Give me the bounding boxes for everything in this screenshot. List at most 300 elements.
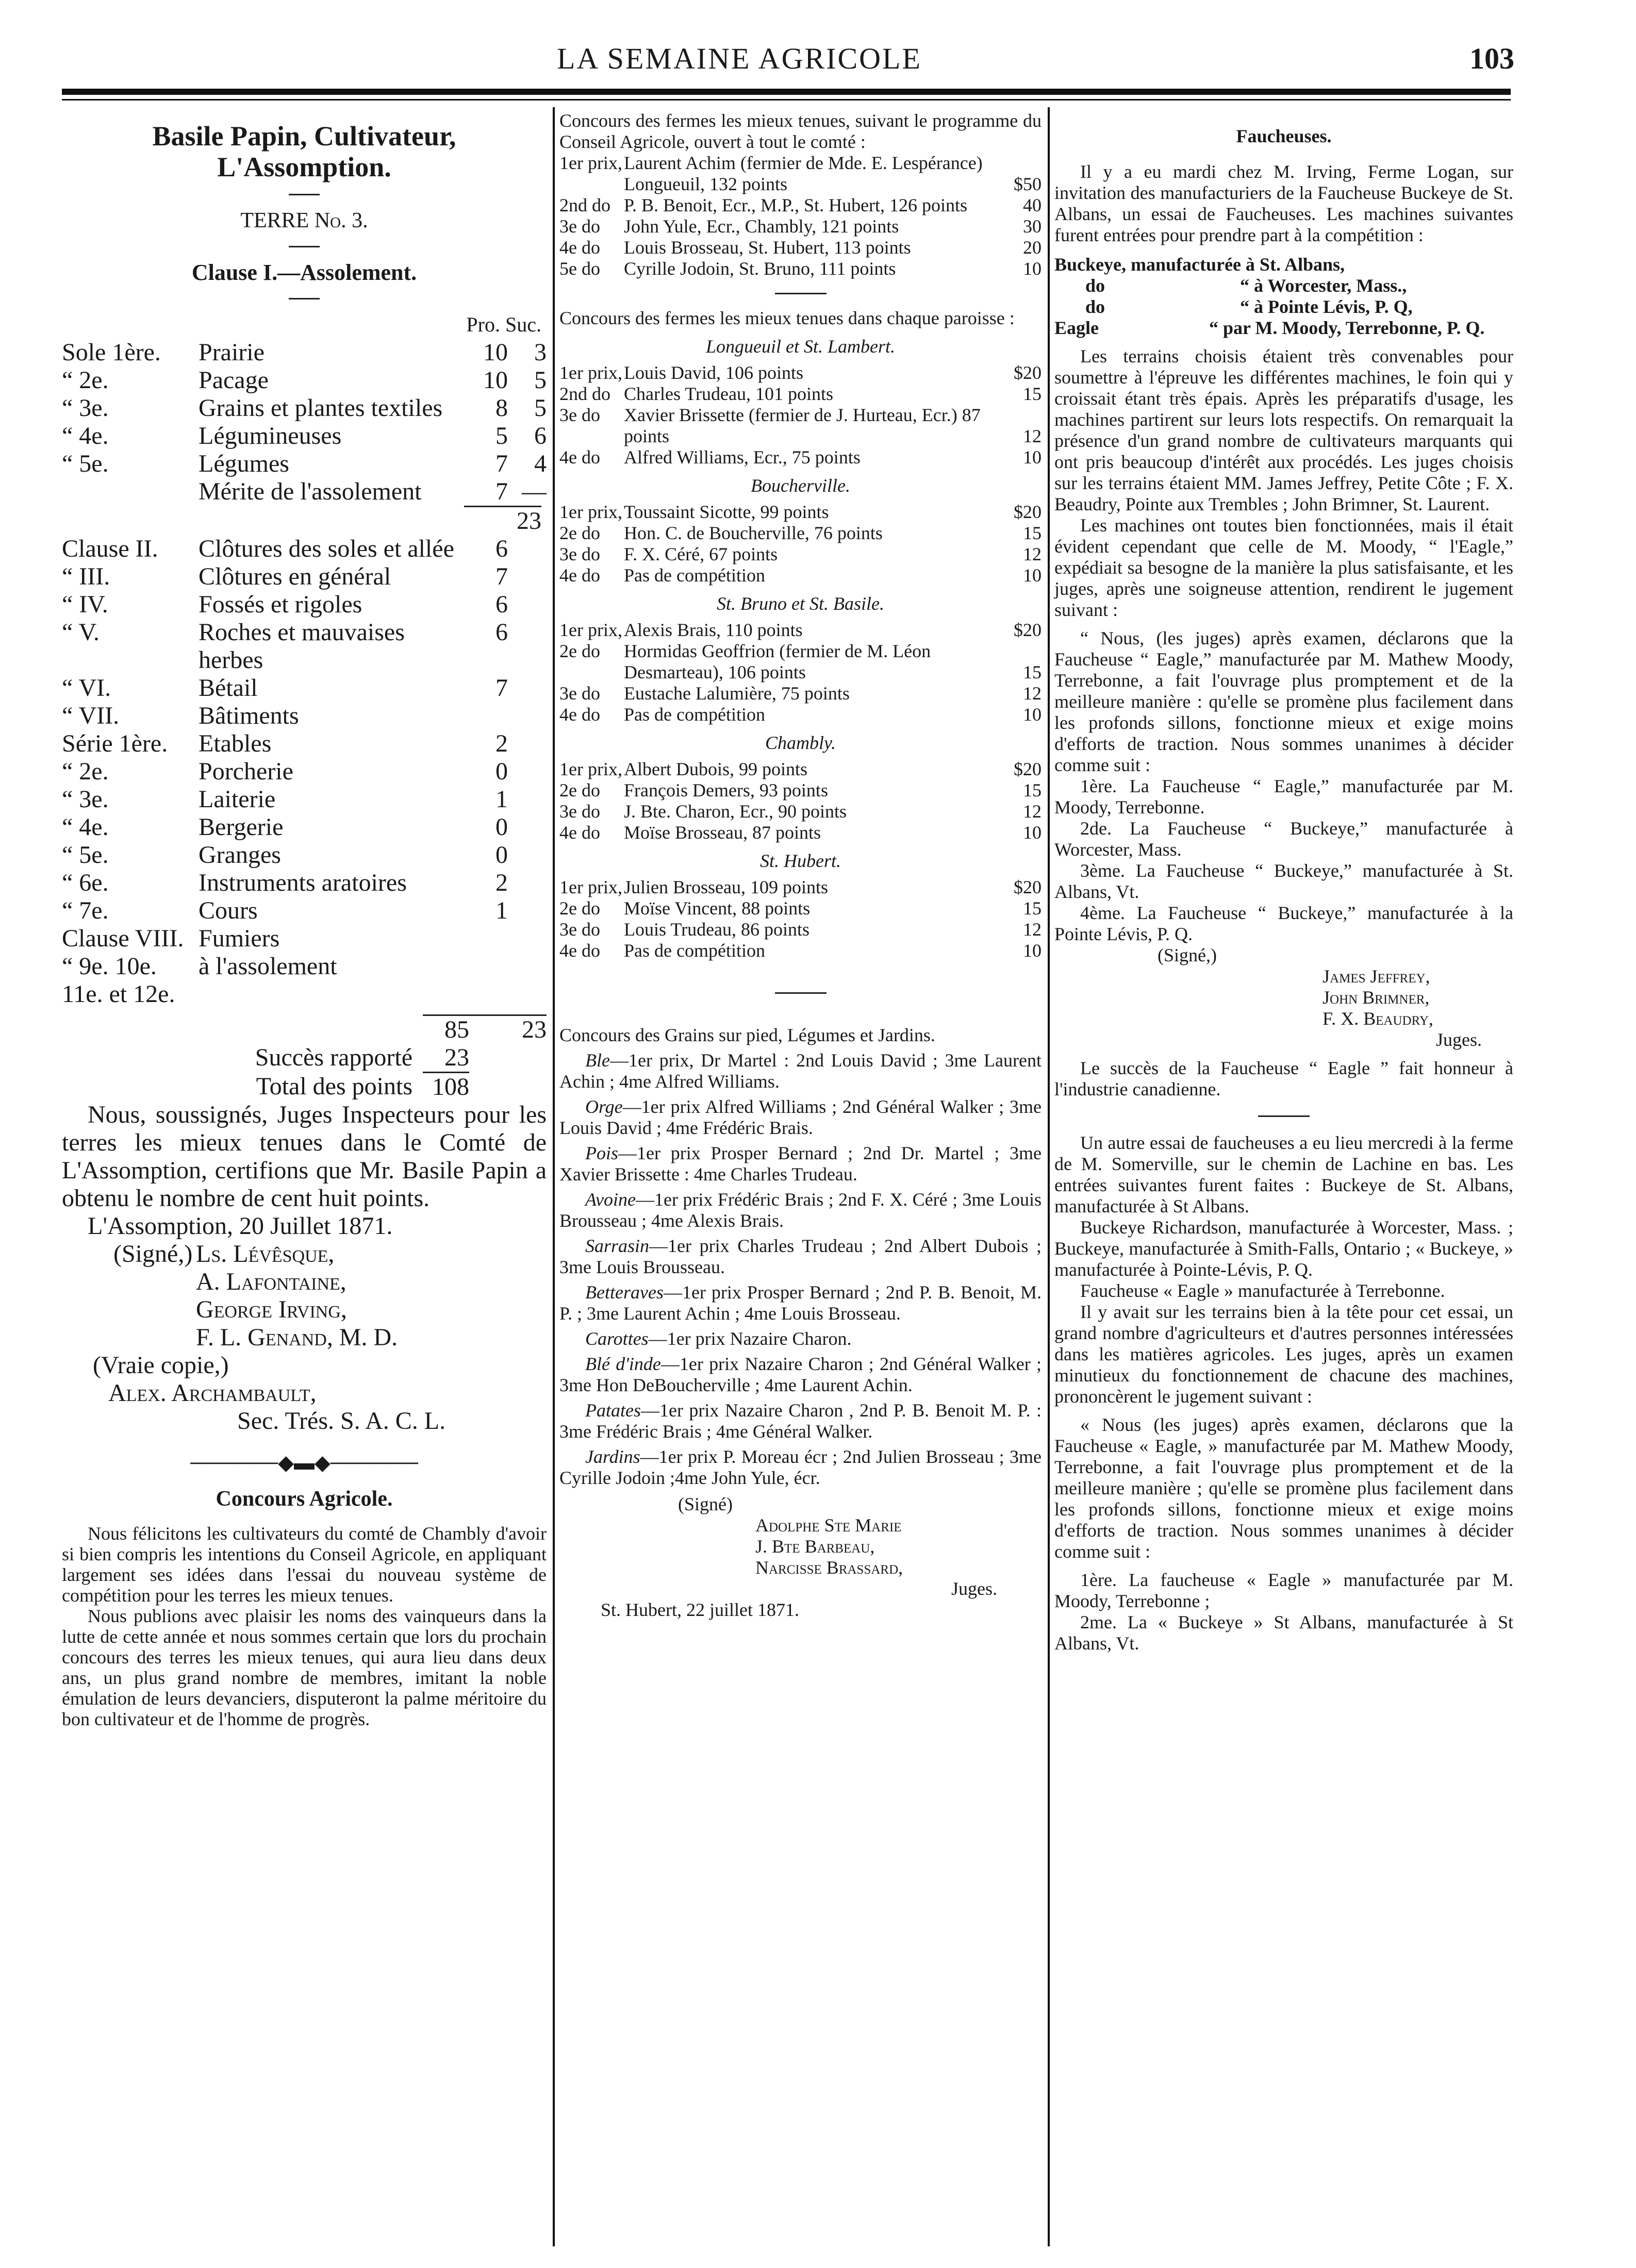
prize-winner: Pas de compétition: [624, 565, 765, 586]
prize-winner: Louis Trudeau, 86 points: [624, 919, 810, 940]
row-prefix: “ IV.: [62, 591, 108, 618]
grain-result: [559, 1236, 1042, 1278]
crop-name: Sarrasin: [585, 1236, 650, 1256]
prize-rank: 2e do: [559, 898, 600, 919]
row-label: Bergerie: [199, 813, 284, 841]
total-label: Total des points: [256, 1072, 412, 1100]
prize-row: [559, 683, 1042, 704]
prize-amount: 15: [1023, 662, 1042, 682]
judge-name: F. X. Beaudry,: [1323, 1008, 1433, 1029]
row-label: Grains et plantes textiles: [199, 394, 443, 422]
clause-row: [62, 925, 547, 953]
crop-winners: —1er prix P. Moreau écr ; 2nd Julien Brosseau ; 3me Cyrille Jodoin ;4me John Yule, écr.: [559, 1446, 1042, 1488]
prize-winner: Louis David, 106 points: [624, 362, 803, 383]
prize-amount: 10: [1023, 822, 1042, 843]
prize-rank: 2e do: [559, 641, 600, 661]
prize-table: [559, 620, 1042, 725]
row-prefix: “ 3e.: [62, 394, 109, 422]
prize-amount: 10: [1023, 565, 1042, 586]
row-prefix: “ 2e.: [62, 758, 109, 785]
divider: [1258, 1115, 1310, 1117]
prize-amount: 15: [1023, 523, 1042, 543]
row-suc: [508, 674, 547, 702]
judges-list: [196, 1240, 547, 1352]
row-prefix: “ 5e.: [62, 841, 109, 869]
clause-table: [62, 535, 547, 1008]
masthead-title: LA SEMAINE AGRICOLE: [557, 42, 922, 75]
divider: [775, 293, 827, 294]
prize-rank: 5e do: [559, 258, 600, 279]
right-column: [1054, 110, 1513, 1654]
row-suc: [508, 730, 547, 758]
sum-pro: 85: [423, 1015, 469, 1044]
prize-row: [559, 502, 1042, 523]
county-contest-intro: Concours des fermes les mieux tenues, suivant le programme du Conseil Agricole, ouvert à tout le comté :: [559, 110, 1042, 152]
row-prefix: “ III.: [62, 563, 110, 590]
prize-winner: Alfred Williams, Ecr., 75 points: [624, 447, 861, 468]
prize-winner: Charles Trudeau, 101 points: [624, 383, 834, 404]
row-prefix: Clause VIII.: [62, 925, 184, 952]
judge-name: Adolphe Ste Marie: [755, 1515, 902, 1536]
row-pro: [461, 702, 508, 730]
header-rule-thin: [62, 99, 1511, 101]
crop-name: Carottes: [585, 1328, 649, 1349]
row-label: Granges: [199, 841, 281, 869]
row-suc: [508, 841, 547, 869]
row-label: Instruments aratoires: [199, 869, 407, 896]
header-rule: [62, 89, 1511, 95]
signe-label: (Signé,): [113, 1240, 193, 1268]
parish-name: St. Hubert.: [760, 851, 841, 871]
prize-winner: J. Bte. Charon, Ecr., 90 points: [624, 801, 847, 822]
prize-winner: Hon. C. de Boucherville, 76 points: [624, 523, 883, 543]
prize-row: [559, 898, 1042, 919]
row-prefix: “ 7e.: [62, 897, 109, 924]
prize-winner: Pas de compétition: [624, 940, 765, 961]
verdict-rank: 1ère. La faucheuse « Eagle » manufacturée par M. Moody, Terrebonne ;: [1054, 1570, 1513, 1611]
row-prefix: “ 3e.: [62, 786, 109, 813]
row-label: Fossés et rigoles: [199, 591, 362, 618]
row-pro: [461, 925, 508, 953]
prize-winner: Eustache Lalumière, 75 points: [624, 683, 850, 704]
prize-rank: 2e do: [559, 780, 600, 801]
prize-rank: 4e do: [559, 447, 600, 468]
prize-row: [559, 383, 1042, 405]
entry-origin: “ à Worcester, Mass.,: [1240, 275, 1407, 296]
copy-signer: Alex. Archambault,: [108, 1379, 317, 1407]
row-pro: 1: [495, 897, 508, 924]
parish-name: Chambly.: [765, 732, 836, 753]
crop-name: Ble: [585, 1050, 610, 1071]
column-separator: [1048, 107, 1050, 2246]
row-pro: 6: [495, 619, 508, 646]
entry-origin: “ par M. Moody, Terrebonne, P. Q.: [1209, 318, 1485, 338]
crop-name: Blé d'inde: [585, 1354, 661, 1374]
judge-name: J. Bte Barbeau,: [755, 1536, 875, 1557]
row-prefix: Clause II.: [62, 535, 158, 562]
prize-row: [559, 801, 1042, 822]
parish-name: Longueuil et St. Lambert.: [706, 336, 895, 357]
prize-winner: John Yule, Ecr., Chambly, 121 points: [624, 216, 899, 237]
row-label: Légumineuses: [199, 422, 342, 449]
page-number: 103: [1469, 42, 1514, 75]
crop-name: Jardins: [585, 1446, 640, 1467]
prize-row: [559, 565, 1042, 586]
row-suc: [508, 535, 547, 563]
row-pro: 2: [495, 730, 508, 757]
ornament-divider: ──────◆▬◆──────: [190, 1451, 418, 1474]
prize-amount: $20: [1014, 362, 1042, 383]
machine-entries: [1054, 254, 1513, 339]
row-label: Laiterie: [199, 786, 276, 813]
score-row: [62, 339, 547, 366]
prize-amount: 10: [1023, 258, 1042, 279]
prize-row: [559, 919, 1042, 940]
prize-row: [559, 447, 1042, 468]
grain-result: [559, 1400, 1042, 1442]
grain-result: [559, 1446, 1042, 1489]
clause-row: [62, 869, 547, 897]
prize-row: [559, 877, 1042, 898]
row-prefix: “ VII.: [62, 702, 120, 729]
succes-label: Succès rapporté: [255, 1044, 412, 1071]
row-pro: 7: [495, 563, 508, 590]
row-pro: 0: [495, 813, 508, 841]
prize-winner: P. B. Benoit, Ecr., M.P., St. Hubert, 126 points: [624, 195, 968, 215]
clause-row: [62, 813, 547, 841]
row-label: Etables: [199, 730, 272, 757]
prize-table: [559, 759, 1042, 843]
article-paragraph: Il y a eu mardi chez M. Irving, Ferme Logan, sur invitation des manufacturiers de la Faucheuse Buckeye de St. Albans, un essai de Faucheuses. Les machines suivantes furent entrées pour prendre part à la compétition :: [1054, 161, 1513, 245]
row-label: Porcherie: [199, 758, 293, 785]
crop-name: Avoine: [585, 1189, 636, 1210]
row-suc: [508, 702, 547, 730]
clause-row: [62, 730, 547, 758]
row-prefix: [62, 478, 199, 506]
row-pro: 2: [495, 869, 508, 896]
article-paragraph: Il y avait sur les terrains bien à la tête pour cet essai, un grand nombre d'agriculteurs et d'autres personnes intéressées dans les matières agricoles. Les juges, après un examen minutieux du fonctionnement de chacune des machines, prononcèrent le jugement suivant :: [1054, 1302, 1513, 1407]
prize-rank: 1er prix,: [559, 362, 622, 383]
prize-row: [559, 237, 1042, 258]
grain-result: [559, 1354, 1042, 1396]
prize-rank: 3e do: [559, 683, 600, 704]
verdict-rank: 4ème. La Faucheuse “ Buckeye,” manufacturée à la Pointe Lévis, P. Q.: [1054, 903, 1513, 944]
concours-agricole-title: Concours Agricole.: [216, 1487, 393, 1511]
row-pro: 6: [495, 535, 508, 562]
prize-rank: 2e do: [559, 523, 600, 543]
row-label: Prairie: [199, 339, 265, 366]
row-label: Mérite de l'assolement: [199, 478, 422, 505]
crop-name: Orge: [585, 1096, 623, 1117]
divider: [289, 194, 320, 195]
prize-rank: 1er prix,: [559, 502, 622, 522]
farm-report-title: Basile Papin, Cultivateur, L'Assomption.: [152, 121, 456, 182]
grain-result: [559, 1143, 1042, 1185]
clause-row: [62, 535, 547, 563]
clause-row: [62, 563, 547, 591]
place-date: St. Hubert, 22 juillet 1871.: [601, 1599, 799, 1620]
row-pro: 7: [495, 674, 508, 702]
row-prefix: Série 1ère.: [62, 730, 168, 757]
clause-row: [62, 674, 547, 702]
prize-amount: 10: [1023, 940, 1042, 961]
sum-suc: 23: [469, 1015, 547, 1044]
signe-label: (Signé,): [1158, 945, 1217, 965]
row-suc: [508, 813, 547, 841]
judge-name: John Brimner,: [1323, 987, 1430, 1008]
judges-list: [1323, 966, 1513, 1029]
left-column: [62, 110, 547, 1729]
prize-row: [559, 195, 1042, 216]
column-separator: [553, 107, 555, 2246]
vraie-copie: (Vraie copie,): [93, 1352, 229, 1379]
row-pro: 10: [483, 339, 508, 366]
concours-paragraph: Nous publions avec plaisir les noms des vainqueurs dans la lutte de cette année et nous sommes certain que lors du prochain concours des terres les mieux tenues, qui aura lieu dans deux ans, un plus grand nombre de membres, imitant la noble émulation de leurs devanciers, disputeront la palme méritoire du bon cultivateur et de l'homme de progrès.: [62, 1606, 547, 1729]
article-paragraph: Le succès de la Faucheuse “ Eagle ” fait honneur à l'industrie canadienne.: [1054, 1058, 1513, 1099]
prize-row: [559, 523, 1042, 544]
prize-table: [559, 362, 1042, 468]
faucheuses-title: Faucheuses.: [1236, 126, 1332, 146]
row-suc: 3: [534, 339, 547, 366]
juges-label: Juges.: [1436, 1029, 1482, 1050]
crop-winners: —1er prix Frédéric Brais ; 2nd F. X. Céré ; 3me Louis Brousseau ; 4me Alexis Brais.: [559, 1189, 1042, 1231]
prize-rank: 4e do: [559, 565, 600, 586]
row-label: Clôtures en général: [199, 563, 391, 590]
clause-row: [62, 619, 547, 674]
crop-winners: —1er prix Prosper Bernard ; 2nd P. B. Benoit, M. P. ; 3me Laurent Achin ; 4me Louis Brosseau.: [559, 1282, 1042, 1324]
prize-amount: $50: [1014, 174, 1042, 194]
score-table: [62, 339, 547, 506]
prize-row: [559, 641, 1042, 683]
entry-origin: “ à Pointe Lévis, P. Q,: [1240, 296, 1413, 317]
prize-row: [559, 822, 1042, 843]
prize-rank: 3e do: [559, 919, 600, 940]
prize-row: [559, 620, 1042, 641]
grain-result: [559, 1282, 1042, 1324]
verdict-rank: 2me. La « Buckeye » St Albans, manufacturée à St Albans, Vt.: [1054, 1612, 1513, 1654]
prize-winner: Julien Brosseau, 109 points: [624, 877, 828, 897]
prize-winner: Alexis Brais, 110 points: [624, 620, 803, 640]
grain-result: [559, 1050, 1042, 1092]
prize-winner: François Demers, 93 points: [624, 780, 828, 801]
row-suc: 5: [534, 394, 547, 422]
middle-column: [559, 110, 1042, 1621]
clause-row: [62, 897, 547, 925]
prize-amount: 15: [1023, 898, 1042, 919]
row-pro: 7: [495, 450, 508, 477]
prize-row: [559, 780, 1042, 801]
crop-name: Pois: [585, 1143, 619, 1163]
clause-heading: Clause I.—Assolement.: [191, 260, 417, 285]
row-pro: 1: [495, 786, 508, 813]
prize-amount: 10: [1023, 447, 1042, 468]
prize-rank: 3e do: [559, 405, 600, 425]
prize-winner: Laurent Achim (fermier de Mde. E. Lespérance) Longueuil, 132 points: [624, 153, 983, 194]
prize-amount: 30: [1023, 216, 1042, 237]
verdict-rank: 3ème. La Faucheuse “ Buckeye,” manufacturée à St. Albans, Vt.: [1054, 860, 1513, 902]
prize-winner: Moïse Brosseau, 87 points: [624, 822, 821, 843]
article-paragraph: Les machines ont toutes bien fonctionnées, mais il était évident cependant que celle de M. Moody, “ l'Eagle,” expédiait sa besogne de la manière la plus satisfaisante, et les juges, après une soigneuse attention, rendirent le jugement suivant :: [1054, 515, 1513, 620]
row-pro: 0: [495, 758, 508, 785]
grain-result: [559, 1328, 1042, 1349]
entry-name: Eagle: [1054, 318, 1099, 338]
row-pro: 6: [495, 591, 508, 618]
prize-row: [559, 940, 1042, 961]
parish-name: Boucherville.: [751, 475, 850, 496]
article-paragraph: Buckeye Richardson, manufacturée à Worcester, Mass. ; Buckeye, manufacturée à Smith-Falls, Ontario ; « Buckeye, » manufacturée à Pointe-Lévis, P. Q.: [1054, 1217, 1513, 1280]
subtotal: 23: [464, 506, 541, 535]
prize-table: [559, 877, 1042, 961]
row-suc: 4: [534, 450, 547, 477]
judge-name: F. L. Genand, M. D.: [196, 1324, 398, 1351]
verdict-paragraph: “ Nous, (les juges) après examen, déclarons que la Faucheuse “ Eagle,” manufacturée par M. Mathew Moody, Terrebonne, a fait l'ouvrage plus promptement et de la meilleure manière : qu'elle se promène plus facilement dans les profonds sillons, fonctionne mieux et exige moins d'efforts de traction. Nous sommes unanimes à décider comme suit :: [1054, 628, 1513, 775]
prize-amount: 12: [1023, 683, 1042, 704]
prize-amount: 12: [1023, 426, 1042, 446]
verdict-rank: 2de. La Faucheuse “ Buckeye,” manufacturée à Worcester, Mass.: [1054, 818, 1513, 860]
prize-rank: 1er prix,: [559, 877, 622, 897]
prize-rank: 2nd do: [559, 383, 610, 404]
prize-row: [559, 216, 1042, 237]
prize-row: [559, 362, 1042, 383]
prize-rank: 4e do: [559, 940, 600, 961]
prize-amount: $20: [1014, 502, 1042, 522]
prize-winner: Moïse Vincent, 88 points: [624, 898, 811, 919]
row-label: Légumes: [199, 450, 289, 477]
machine-entry: [1054, 275, 1513, 296]
clause-row: [62, 591, 547, 619]
prize-rank: 1er prix,: [559, 759, 622, 779]
verdict-rank: 1ère. La Faucheuse “ Eagle,” manufacturée par M. Moody, Terrebonne.: [1054, 776, 1513, 818]
prize-winner: F. X. Céré, 67 points: [624, 544, 778, 564]
grains-list: [559, 1050, 1042, 1489]
machine-entry: [1054, 254, 1513, 275]
prize-rank: 4e do: [559, 822, 600, 843]
article-paragraph: Un autre essai de faucheuses a eu lieu mercredi à la ferme de M. Somerville, sur le chemin de Lachine en bas. Les entrées suivantes furent faites : Buckeye de St. Albans, manufacturée à St Albans.: [1054, 1132, 1513, 1216]
row-label: Bétail: [199, 674, 258, 702]
article-paragraph: Faucheuse « Eagle » manufacturée à Terrebonne.: [1080, 1280, 1445, 1301]
row-label: Bâtiments: [199, 702, 299, 729]
prize-row: [559, 258, 1042, 279]
crop-winners: —1er prix Alfred Williams ; 2nd Général Walker ; 3me Louis David ; 4me Frédéric Brais.: [559, 1096, 1042, 1138]
prize-rank: 1er prix,: [559, 620, 622, 640]
row-suc: —: [522, 478, 547, 505]
verdict-paragraph: « Nous (les juges) après examen, déclarons que la Faucheuse « Eagle, » manufacturée par M. Mathew Moody, Terrebonne, a fait l'ouvrage plus promptement et de la meilleure manière ; qu'elle se promène plus facilement dans les profonds sillons, fonctionne mieux et exige moins d'efforts de traction. Nous sommes unanimes à décider comme suit :: [1054, 1414, 1513, 1562]
prize-amount: 20: [1023, 237, 1042, 258]
sum-table: [62, 1014, 547, 1101]
entry-name: do: [1085, 296, 1105, 317]
clause-row: [62, 786, 547, 813]
prize-rank: 3e do: [559, 544, 600, 564]
prize-rank: 4e do: [559, 237, 600, 258]
prize-winner: Xavier Brissette (fermier de J. Hurteau, Ecr.) 87 points: [624, 405, 981, 446]
prize-table: [559, 502, 1042, 586]
judge-name: George Irving,: [196, 1296, 347, 1323]
crop-winners: —1er prix Nazaire Charon , 2nd P. B. Benoit M. P. : 3me Frédéric Brais ; 4me Général Walker.: [559, 1400, 1042, 1442]
parish-contest-intro: Concours des fermes les mieux tenues dans chaque paroisse :: [559, 308, 1015, 328]
row-prefix: “ 5e.: [62, 450, 109, 477]
pro-suc-header: Pro. Suc.: [466, 313, 541, 336]
row-prefix: “ 2e.: [62, 366, 109, 394]
crop-winners: —1er prix Nazaire Charon ; 2nd Général Walker ; 3me Hon DeBoucherville ; 4me Laurent Achin.: [559, 1354, 1042, 1395]
row-suc: [508, 953, 547, 1008]
terre-label: TERRE No. 3.: [240, 209, 368, 232]
judge-name: James Jeffrey,: [1323, 966, 1430, 987]
row-suc: [508, 925, 547, 953]
crop-name: Betteraves: [585, 1282, 664, 1303]
prize-winner: Cyrille Jodoin, St. Bruno, 111 points: [624, 258, 896, 279]
signe-label: (Signé): [678, 1494, 733, 1514]
row-suc: [508, 786, 547, 813]
place-date: L'Assomption, 20 Juillet 1871.: [88, 1212, 393, 1240]
row-pro: 7: [495, 478, 508, 505]
clause-row: [62, 758, 547, 786]
prize-row: [559, 759, 1042, 780]
row-pro: [461, 953, 508, 1008]
row-label: Fumiers: [199, 925, 280, 952]
prize-rank: 2nd do: [559, 195, 610, 215]
row-prefix: “ 4e.: [62, 422, 109, 449]
prize-amount: $20: [1014, 759, 1042, 779]
prize-winner: Louis Brosseau, St. Hubert, 113 points: [624, 237, 911, 258]
entry-name: Buckeye, manufacturée à St. Albans,: [1054, 254, 1345, 275]
score-row: [62, 366, 547, 394]
row-suc: [508, 897, 547, 925]
clause-row: [62, 841, 547, 869]
row-prefix: “ VI.: [62, 674, 111, 702]
prize-winner: Albert Dubois, 99 points: [624, 759, 807, 779]
prize-amount: 40: [1023, 195, 1042, 215]
divider: [289, 246, 320, 247]
judges-list: [755, 1515, 1042, 1578]
prize-winner: Hormidas Geoffrion (fermier de M. Léon Desmarteau), 106 points: [624, 641, 931, 682]
judge-name: Ls. Lévêsque,: [196, 1240, 335, 1268]
entry-name: do: [1085, 275, 1105, 296]
row-label: Pacage: [199, 366, 269, 394]
prize-row: [559, 704, 1042, 725]
prize-amount: 12: [1023, 919, 1042, 940]
row-suc: [508, 758, 547, 786]
crop-winners: —1er prix Charles Trudeau ; 2nd Albert Dubois ; 3me Louis Brousseau.: [559, 1236, 1042, 1277]
prize-rank: 1er prix,: [559, 153, 622, 173]
prize-row: [559, 405, 1042, 447]
score-row: [62, 422, 547, 450]
score-row: [62, 478, 547, 506]
row-prefix: “ 9e. 10e. 11e. et 12e.: [62, 953, 175, 1008]
grain-result: [559, 1189, 1042, 1231]
prize-row: [559, 544, 1042, 565]
grains-intro: Concours des Grains sur pied, Légumes et Jardins.: [559, 1025, 935, 1045]
juges-label: Juges.: [951, 1578, 997, 1599]
row-prefix: “ V.: [62, 619, 100, 646]
row-label: Roches et mauvaises herbes: [199, 619, 405, 674]
crop-winners: —1er prix, Dr Martel : 2nd Louis David ; 3me Laurent Achin ; 4me Alfred Williams.: [559, 1050, 1042, 1092]
prize-amount: 15: [1023, 383, 1042, 404]
copy-title: Sec. Trés. S. A. C. L.: [237, 1407, 446, 1435]
clause-row: [62, 953, 547, 1008]
parish-name: St. Bruno et St. Basile.: [717, 593, 884, 614]
row-suc: [508, 591, 547, 619]
row-prefix: Sole 1ère.: [62, 339, 161, 366]
article-paragraph: Les terrains choisis étaient très convenables pour soumettre à l'épreuve les différentes machines, le foin qui y croissait étant très épais. Après les préparatifs d'usage, les machines partirent sur leurs lots respectifs. On remarquait la présence d'un grand nombre de cultivateurs marquants qui ont pris beaucoup d'intérêt aux procédés. Les juges choisis sur les terrains étaient MM. James Jeffrey, Petite Côte ; F. X. Beaudry, Pointe aux Trembles ; John Brimner, St. Laurent.: [1054, 346, 1513, 514]
prize-amount: 12: [1023, 544, 1042, 564]
judge-name: A. Lafontaine,: [196, 1268, 346, 1295]
prize-rank: 3e do: [559, 801, 600, 822]
row-suc: [508, 869, 547, 897]
prize-amount: 10: [1023, 704, 1042, 725]
row-pro: 5: [495, 422, 508, 449]
prize-rank: 4e do: [559, 704, 600, 725]
prize-amount: 12: [1023, 801, 1042, 822]
